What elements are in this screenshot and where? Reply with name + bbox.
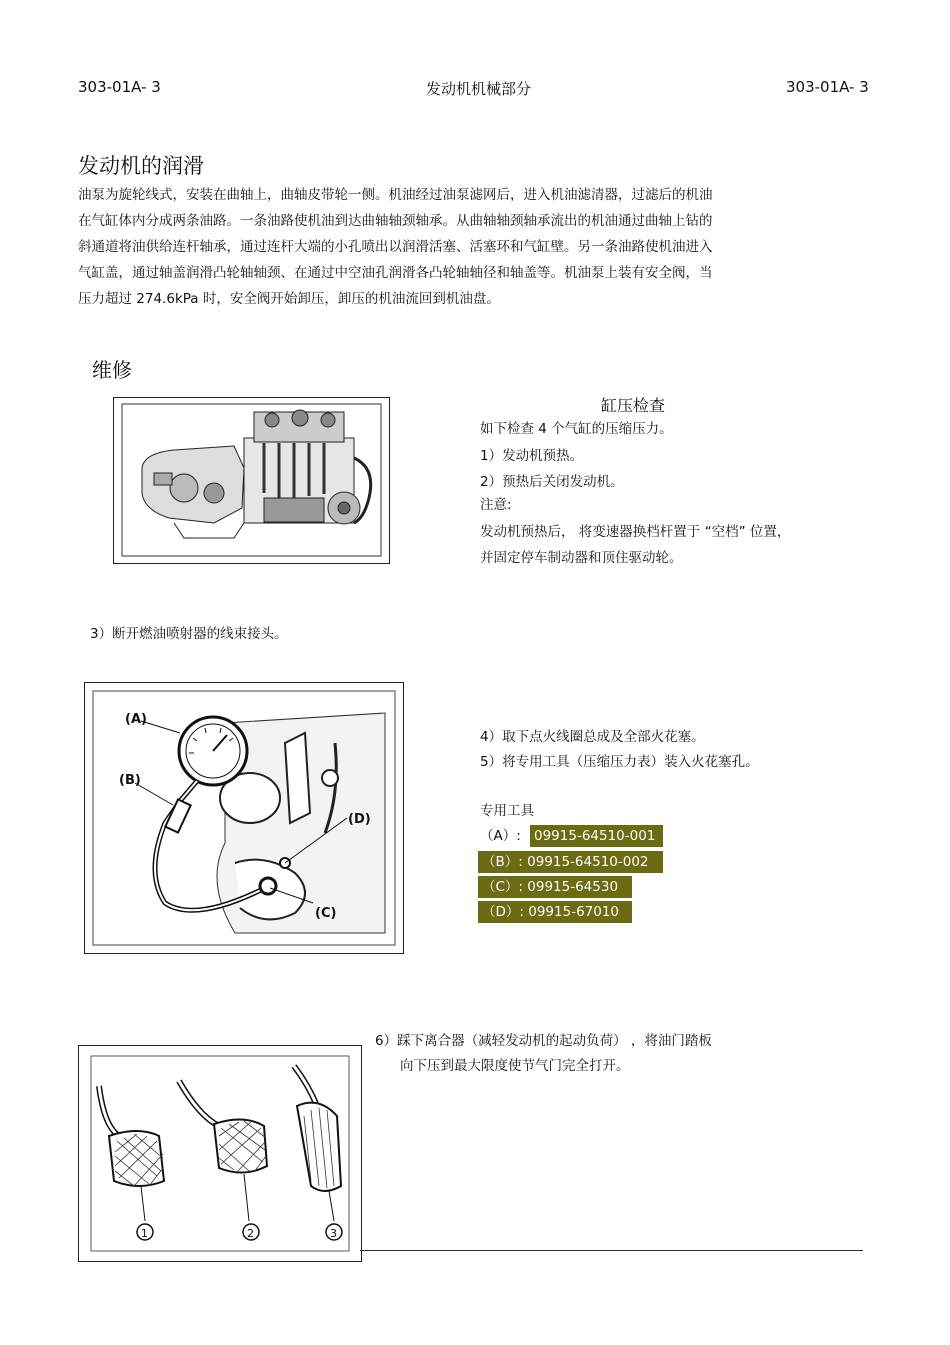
section-title-lubrication: 发动机的润滑 bbox=[78, 154, 204, 178]
tool-a-code: 09915-64510-001 bbox=[530, 825, 663, 847]
pedals-illustration bbox=[79, 1046, 361, 1261]
tool-a-label: （A）: bbox=[480, 828, 521, 844]
label-d: (D) bbox=[348, 812, 371, 827]
pedal-label-1: 1 bbox=[141, 1227, 148, 1240]
compression-gauge-illustration bbox=[85, 683, 403, 953]
section-title-maintenance: 维修 bbox=[92, 358, 132, 382]
tool-b bbox=[478, 851, 663, 873]
step-2: 2）预热后关闭发动机。 bbox=[480, 474, 624, 490]
engine-figure bbox=[113, 397, 390, 564]
tool-c bbox=[478, 876, 632, 898]
step-4: 4）取下点火线圈总成及全部火花塞。 bbox=[480, 729, 705, 745]
pedal-label-3: 3 bbox=[330, 1227, 337, 1240]
step-1: 1）发动机预热。 bbox=[480, 448, 584, 464]
pedals-figure bbox=[78, 1045, 362, 1262]
header-right: 303-01A- 3 bbox=[786, 78, 869, 96]
paragraph-line: 油泵为旋轮线式，安装在曲轴上，曲轴皮带轮一侧。机油经过油泵滤网后，进入机油滤清器，过滤后的机油 bbox=[78, 187, 713, 203]
tool-b-label: （B）: bbox=[482, 854, 523, 870]
engine-illustration bbox=[114, 398, 389, 563]
label-b: (B) bbox=[119, 773, 141, 788]
subsection-title-compression: 缸压检查 bbox=[601, 396, 666, 415]
tool-c-code: 09915-64530 bbox=[527, 879, 619, 895]
label-a: (A) bbox=[125, 712, 147, 727]
tool-d bbox=[478, 901, 632, 923]
step-3: 3）断开燃油喷射器的线束接头。 bbox=[90, 626, 288, 642]
lubrication-paragraph bbox=[78, 182, 790, 312]
note-line-1: 发动机预热后， 将变速器换档杆置于 “空档” 位置， bbox=[480, 524, 791, 540]
pedal-label-2: 2 bbox=[247, 1227, 254, 1240]
tool-c-label: （C）: bbox=[482, 879, 523, 895]
paragraph-line: 压力超过 274.6kPa 时，安全阀开始卸压，卸压的机油流回到机油盘。 bbox=[78, 291, 500, 307]
step-6-line-2: 向下压到最大限度使节气门完全打开。 bbox=[400, 1058, 630, 1074]
step-5: 5）将专用工具（压缩压力表）装入火花塞孔。 bbox=[480, 754, 759, 770]
paragraph-line: 在气缸体内分成两条油路。一条油路使机油到达曲轴轴颈轴承。从曲轴轴颈轴承流出的机油通过曲轴上钻的 bbox=[78, 213, 713, 229]
note-line-2: 并固定停车制动器和顶住驱动轮。 bbox=[480, 550, 683, 566]
compression-intro: 如下检查 4 个气缸的压缩压力。 bbox=[480, 421, 673, 437]
tools-label: 专用工具 bbox=[480, 803, 534, 819]
header-left: 303-01A- 3 bbox=[78, 78, 161, 96]
step-6-line-1: 6）踩下离合器（减轻发动机的起动负荷） ，将油门踏板 bbox=[375, 1033, 712, 1049]
label-c: (C) bbox=[315, 906, 337, 921]
compression-gauge-figure bbox=[84, 682, 404, 954]
tool-d-code: 09915-67010 bbox=[528, 904, 620, 920]
bottom-rule bbox=[360, 1250, 863, 1251]
note-label: 注意: bbox=[480, 497, 512, 513]
paragraph-line: 气缸盖，通过轴盖润滑凸轮轴轴颈、在通过中空油孔润滑各凸轮轴轴径和轴盖等。机油泵上装有安全阀，当 bbox=[78, 265, 713, 281]
tool-b-code: 09915-64510-002 bbox=[527, 854, 649, 870]
paragraph-line: 斜通道将油供给连杆轴承，通过连杆大端的小孔喷出以润滑活塞、活塞环和气缸壁。另一条油路使机油进入 bbox=[78, 239, 713, 255]
tool-d-label: （D）: bbox=[482, 904, 524, 920]
header-center: 发动机机械部分 bbox=[426, 80, 532, 98]
